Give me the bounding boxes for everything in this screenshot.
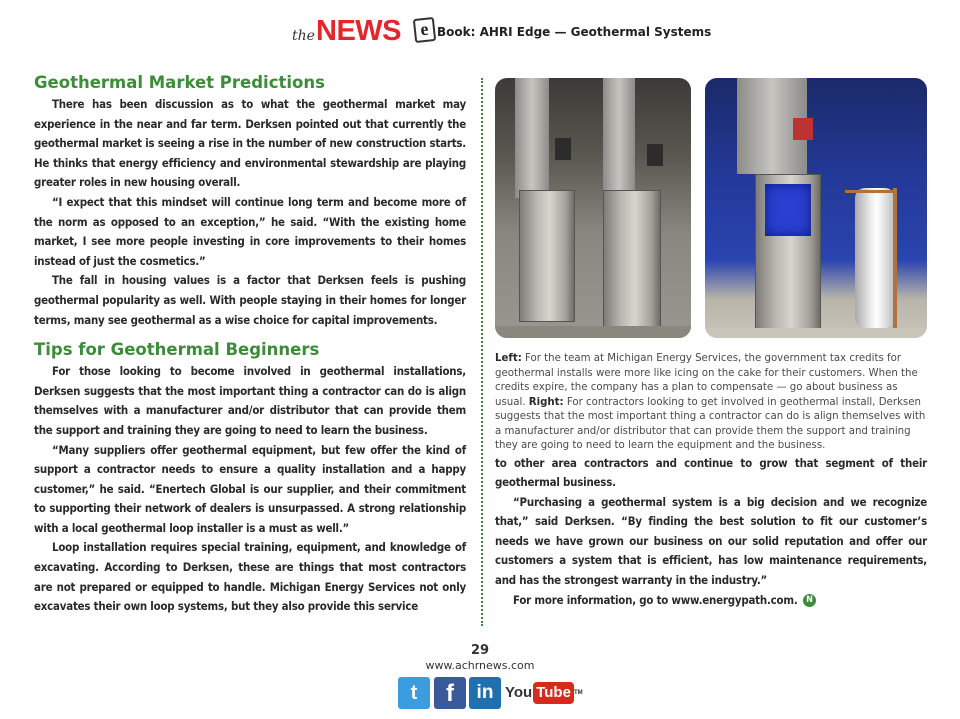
paragraph: Loop installation requires special training, equipment, and knowledge of excavating. According to Derksen, these are things that most contractors are not prepared or equipped to handle. Michigan Energy Services not only excavates their own loop systems, but they also provide this service: [34, 540, 466, 614]
website-link[interactable]: www.achrnews.com: [425, 659, 535, 672]
youtube-tm: TM: [573, 690, 583, 696]
caption-left-text: For the team at Michigan Energy Services, the government tax credits for geothermal installs were more like icing on the cake for their customers. When the credits expire, the company has a plan to compensate — go about business as usual.: [495, 353, 918, 408]
column-divider: [481, 78, 483, 626]
logo-news: NEWS: [316, 15, 401, 47]
ebook-title: Book: AHRI Edge — Geothermal Systems: [437, 25, 712, 39]
photo-right-geothermal-install: [705, 78, 927, 338]
paragraph: “I expect that this mindset will continue long term and become more of the norm as opposed to an exception,” he said. “With the existing home market, I see more people investing in core improvements to their homes instead of just the cosmetics.”: [34, 194, 466, 268]
twitter-icon[interactable]: t: [398, 677, 430, 709]
left-column: [34, 72, 466, 617]
page-footer: [0, 643, 960, 673]
paragraph: “Purchasing a geothermal system is a big decision and we recognize that,” said Derksen. “By finding the best solution to fit our customer’s needs we have grown our business on our solid reputation and offer our customers a system that is efficient, has low maintenance requirements, and has the strongest warranty in the industry.”: [495, 494, 927, 588]
paragraph: “Many suppliers offer geothermal equipment, but few offer the kind of support a contractor needs to ensure a quality installation and a happy customer,” he said. “Enertech Global is our supplier, and their commitment to supporting their network of dealers is unsurpassed. A strong relationship with a local geothermal loop installer is a must as well.”: [34, 442, 466, 535]
caption-left-label: Left:: [495, 353, 522, 364]
youtube-you: You: [505, 684, 533, 701]
right-column: [495, 78, 927, 610]
section-heading-beginners: Tips for Geothermal Beginners: [34, 340, 320, 360]
ebook-e-icon: e: [413, 17, 436, 43]
paragraph: The fall in housing values is a factor that Derksen feels is pushing geothermal popularity as well. With people staying in their homes for longer terms, many see geothermal as a wise choice for capital improvements.: [34, 273, 466, 327]
caption-right-text: For contractors looking to get involved in geothermal install, Derksen suggests that the most important thing a contractor can do is align themselves with a manufacturer and/or distributor that can provide them the support and training they are going to need to learn the equipment and the business.: [495, 396, 926, 451]
youtube-icon[interactable]: [505, 682, 583, 704]
photo-caption: [495, 352, 927, 454]
paragraph: There has been discussion as to what the geothermal market may experience in the near and far term. Derksen pointed out that currently the geothermal market is seeing a rise in the number of new construction starts. He thinks that energy efficiency and environmental stewardship are playing greater roles in new housing overall.: [34, 97, 466, 190]
paragraph: For those looking to become involved in geothermal installations, Derksen suggests that the most important thing a contractor can do is align themselves with a manufacturer and/or distributor that can provide them the support and training they are going to need to learn the business.: [34, 364, 466, 437]
photo-left-geothermal-units: [495, 78, 691, 338]
facebook-icon[interactable]: f: [434, 677, 466, 709]
youtube-tube: Tube: [533, 682, 574, 704]
masthead: [0, 12, 960, 52]
more-info-text: For more information, go to www.energypath.com.: [513, 592, 798, 607]
paragraph: to other area contractors and continue to grow that segment of their geothermal business.: [495, 455, 927, 490]
linkedin-icon[interactable]: in: [469, 677, 501, 709]
section-heading-market-predictions: Geothermal Market Predictions: [34, 73, 325, 92]
news-end-mark-icon: N: [803, 594, 816, 607]
logo-the: the: [292, 28, 315, 44]
caption-right-label: Right:: [528, 396, 564, 408]
photo-pair: [495, 78, 927, 338]
page-number: 29: [470, 643, 490, 658]
paragraph-more-info: [495, 591, 927, 611]
